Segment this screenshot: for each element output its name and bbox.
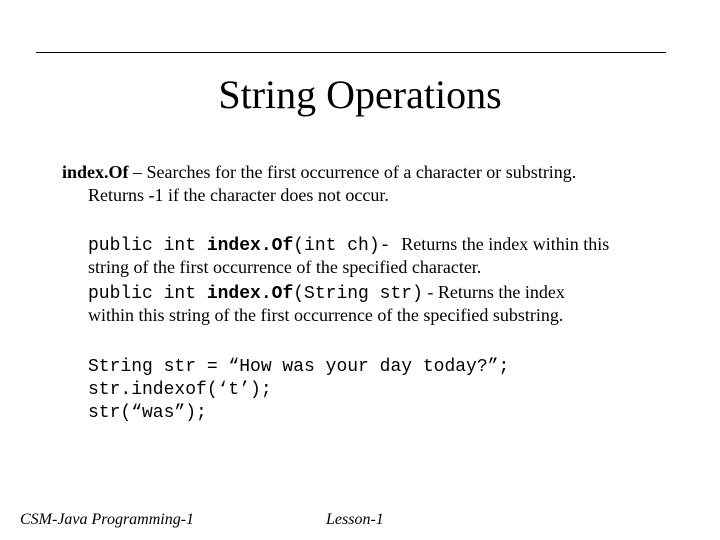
slide-title: String Operations [218,72,502,117]
method2-params: (String str) [293,284,423,304]
method1-line-1 [88,233,609,258]
method2-name: index.Of [206,284,294,304]
method2-desc-2: within this string of the first occurrence of the specified substring. [88,305,564,325]
method1-desc-1: Returns the index within this [401,234,610,254]
method1-desc-2: string of the first occurrence of the specified character. [88,257,482,277]
footer-center: Lesson-1 [326,511,384,528]
method1-prefix: public int [88,236,207,256]
code-line-1: String str = “How was your day today?”; [88,357,510,377]
code-line-3: str(“was”); [88,403,207,423]
method2-prefix: public int [88,284,207,304]
intro-description: – Searches for the first occurrence of a character or substring. [128,162,577,182]
method1-params: (int ch)- [293,236,402,256]
footer-left: CSM-Java Programming-1 [20,511,195,528]
method2-line-1 [88,281,565,306]
code-line-2: str.indexof(‘t’); [88,380,272,400]
intro-line-1 [62,161,576,184]
header-rule [36,52,666,53]
intro-line-2: Returns -1 if the character does not occur. [88,185,389,205]
method2-desc-1: - Returns the index [422,282,565,302]
intro-term: index.Of [62,162,129,182]
method1-name: index.Of [206,236,294,256]
